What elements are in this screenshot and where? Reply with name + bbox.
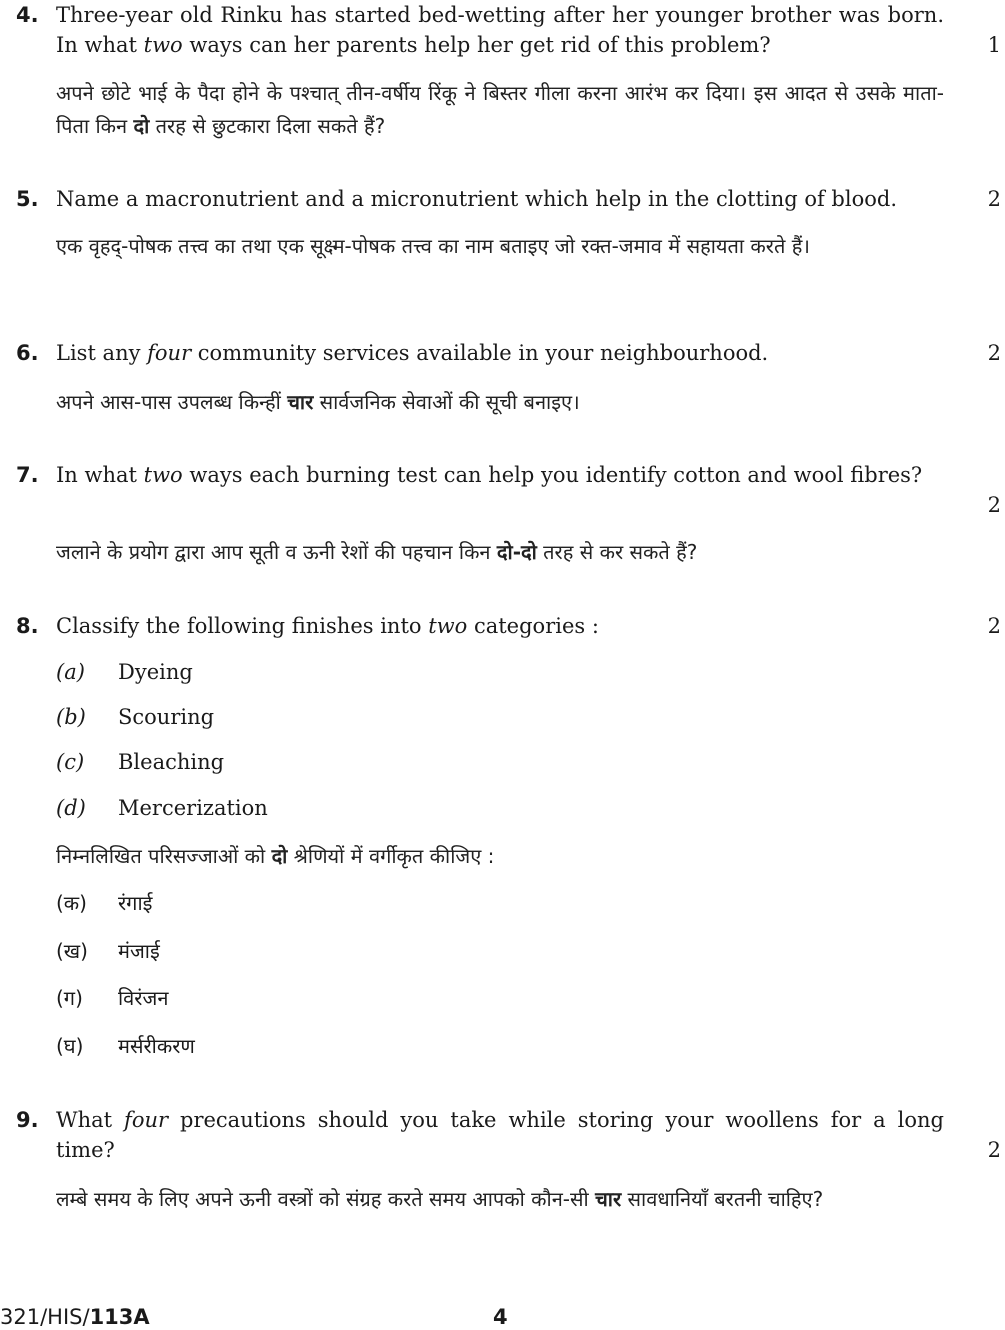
- option-text: मंजाई: [118, 939, 160, 963]
- question-number: 9.: [16, 1108, 39, 1132]
- question-text-en: Classify the following finishes into two categories :: [56, 614, 599, 638]
- question-number: 5.: [16, 187, 39, 211]
- option-label: (ख): [56, 939, 88, 963]
- option-text: Dyeing: [118, 660, 193, 684]
- marks: 2: [987, 614, 1001, 638]
- question-text-hi: एक वृहद्-पोषक तत्त्व का तथा एक सूक्ष्म-पोषक तत्त्व का नाम बताइए जो रक्त-जमाव में सहायता करते हैं।: [56, 234, 810, 258]
- option-text: रंगाई: [118, 891, 153, 915]
- question-number: 8.: [16, 614, 39, 638]
- option-label: (ग): [56, 986, 83, 1010]
- question-text-en: List any four community services available in your neighbourhood.: [56, 341, 769, 365]
- option-label: (a): [56, 660, 85, 684]
- question-text-en: Three-year old Rinku has started bed-wetting after her younger brother was born. In what two ways can her parents help her get rid of this problem?: [56, 3, 944, 57]
- option-label: (b): [56, 705, 86, 729]
- marks: 1: [987, 33, 1001, 57]
- option-text: Scouring: [118, 705, 215, 729]
- marks: 2: [987, 493, 1001, 517]
- question-number: 4.: [16, 3, 39, 27]
- question-number: 6.: [16, 341, 39, 365]
- option-text: Bleaching: [118, 750, 225, 774]
- paper-code: 321/HIS/113A: [0, 1305, 150, 1329]
- option-text: Mercerization: [118, 796, 268, 820]
- question-text-hi: अपने छोटे भाई के पैदा होने के पश्चात् तीन-वर्षीय रिंकू ने बिस्तर गीला करना आरंभ कर दिया। इस आदत से उसके माता-पिता किन दो तरह से छुटकारा दिला सकते हैं?: [56, 81, 944, 138]
- option-text: मर्सरीकरण: [118, 1034, 195, 1058]
- question-text-hi: लम्बे समय के लिए अपने ऊनी वस्त्रों को संग्रह करते समय आपको कौन-सी चार सावधानियाँ बरतनी चाहिए?: [56, 1187, 824, 1211]
- marks: 2: [987, 1138, 1001, 1162]
- question-text-hi: अपने आस-पास उपलब्ध किन्हीं चार सार्वजनिक सेवाओं की सूची बनाइए।: [56, 390, 580, 414]
- question-text-hi: जलाने के प्रयोग द्वारा आप सूती व ऊनी रेशों की पहचान किन दो-दो तरह से कर सकते हैं?: [56, 540, 698, 564]
- option-label: (क): [56, 891, 87, 915]
- question-text-en: In what two ways each burning test can help you identify cotton and wool fibres?: [56, 463, 923, 487]
- marks: 2: [987, 187, 1001, 211]
- marks: 2: [987, 341, 1001, 365]
- option-label: (घ): [56, 1034, 84, 1058]
- page-number: 4: [493, 1305, 508, 1329]
- option-text: विरंजन: [118, 986, 169, 1010]
- option-label: (d): [56, 796, 86, 820]
- question-text-hi: निम्नलिखित परिसज्जाओं को दो श्रेणियों में वर्गीकृत कीजिए :: [56, 844, 495, 868]
- option-label: (c): [56, 750, 85, 774]
- question-number: 7.: [16, 463, 39, 487]
- question-text-en: Name a macronutrient and a micronutrient which help in the clotting of blood.: [56, 187, 897, 211]
- question-text-en: What four precautions should you take while storing your woollens for a long time?: [56, 1108, 944, 1162]
